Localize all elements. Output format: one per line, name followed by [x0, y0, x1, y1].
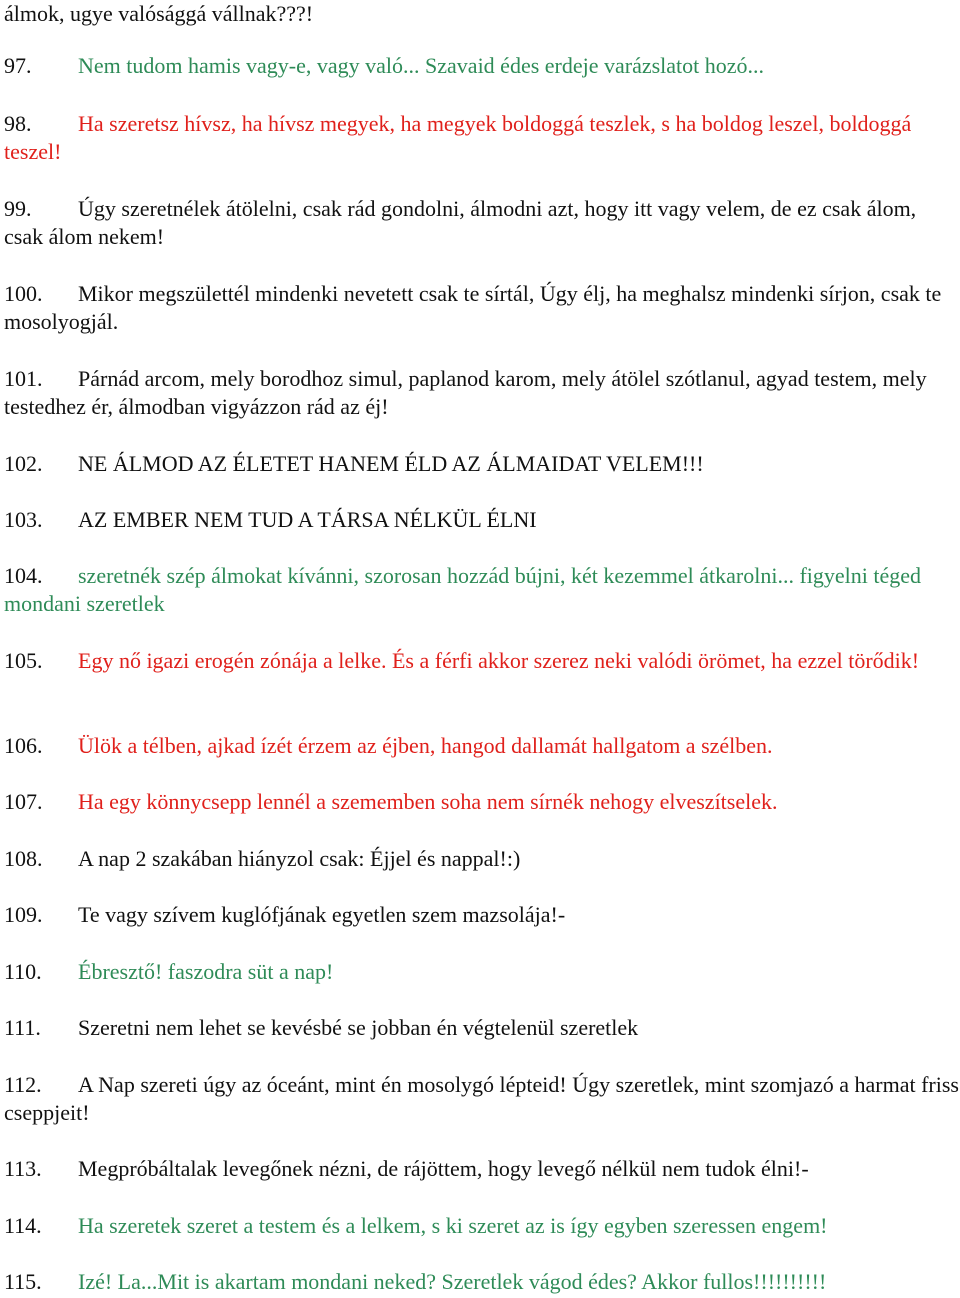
item-number: 114.: [4, 1213, 42, 1238]
list-item: [4, 110, 960, 166]
item-number: 97.: [4, 53, 32, 78]
item-text: Párnád arcom, mely borodhoz simul, paplanod karom, mely átölel szótlanul, agyad testem, mely testedhez ér, álmodban vigyázzon rád az éj!: [4, 366, 927, 419]
list-item: [4, 280, 960, 336]
list-item: [4, 562, 960, 618]
list-item: [4, 195, 960, 251]
list-item: [4, 506, 960, 534]
list-item: [4, 52, 960, 80]
list-item: [4, 1014, 960, 1042]
item-text: Mikor megszülettél mindenki nevetett csak te sírtál, Úgy élj, ha meghalsz mindenki sírjon, csak te mosolyogjál.: [4, 281, 942, 334]
item-number: 98.: [4, 111, 32, 136]
item-text: Te vagy szívem kuglófjának egyetlen szem mazsolája!-: [78, 902, 566, 927]
list-item: [4, 647, 960, 675]
item-number: 110.: [4, 959, 42, 984]
item-text: Ébresztő! faszodra süt a nap!: [78, 959, 334, 984]
item-text: Ha szeretsz hívsz, ha hívsz megyek, ha megyek boldoggá teszlek, s ha boldog leszel, boldoggá teszel!: [4, 111, 912, 164]
item-number: 99.: [4, 196, 32, 221]
item-number: 104.: [4, 563, 43, 588]
item-text: Ülök a télben, ajkad ízét érzem az éjben, hangod dallamát hallgatom a szélben.: [78, 733, 773, 758]
item-number: 105.: [4, 648, 43, 673]
item-text: Úgy szeretnélek átölelni, csak rád gondolni, álmodni azt, hogy itt vagy velem, de ez csak álom, csak álom nekem!: [4, 196, 917, 249]
item-text: Nem tudom hamis vagy-e, vagy való... Szavaid édes erdeje varázslatot hozó...: [78, 53, 765, 78]
item-number: 101.: [4, 366, 43, 391]
item-number: 112.: [4, 1072, 42, 1097]
list-item: [4, 1071, 960, 1127]
item-text: Szeretni nem lehet se kevésbé se jobban én végtelenül szeretlek: [78, 1015, 639, 1040]
item-number: 108.: [4, 846, 43, 871]
list-item: [4, 1268, 960, 1296]
item-number: 102.: [4, 451, 43, 476]
item-text: Egy nő igazi erogén zónája a lelke. És a férfi akkor szerez neki valódi örömet, ha ezzel törődik!: [78, 648, 920, 673]
list-item: [4, 1155, 960, 1183]
list-item: [4, 732, 960, 760]
item-text: szeretnék szép álmokat kívánni, szorosan hozzád bújni, két kezemmel átkarolni... figyelni téged mondani szeretlek: [4, 563, 922, 616]
item-text: Megpróbáltalak levegőnek nézni, de rájöttem, hogy levegő nélkül nem tudok élni!-: [78, 1156, 809, 1181]
list-item: [4, 450, 960, 478]
item-text: Ha szeretek szeret a testem és a lelkem, s ki szeret az is így egyben szeressen engem!: [78, 1213, 828, 1238]
item-number: 100.: [4, 281, 43, 306]
item-text: A nap 2 szakában hiányzol csak: Éjjel és nappal!:): [78, 846, 521, 871]
item-number: 106.: [4, 733, 43, 758]
list-item: [4, 365, 960, 421]
list-item: [4, 901, 960, 929]
item-text: A Nap szereti úgy az óceánt, mint én mosolygó lépteid! Úgy szeretlek, mint szomjazó a harmat friss cseppjeit!: [4, 1072, 959, 1125]
item-number: 115.: [4, 1269, 42, 1294]
item-number: 111.: [4, 1015, 41, 1040]
list-item: [4, 845, 960, 873]
list-item: [4, 788, 960, 816]
item-text: AZ EMBER NEM TUD A TÁRSA NÉLKÜL ÉLNI: [78, 507, 537, 532]
item-text: NE ÁLMOD AZ ÉLETET HANEM ÉLD AZ ÁLMAIDAT VELEM!!!: [78, 451, 704, 476]
list-item: [4, 958, 960, 986]
top-line: álmok, ugye valósággá vállnak???!: [4, 1, 314, 26]
item-number: 103.: [4, 507, 43, 532]
item-text: Ha egy könnycsepp lennél a szememben soha nem sírnék nehogy elveszítselek.: [78, 789, 778, 814]
list-item: [4, 1212, 960, 1240]
item-text: Izé! La...Mit is akartam mondani neked? Szeretlek vágod édes? Akkor fullos!!!!!!!!!!: [78, 1269, 827, 1294]
item-number: 113.: [4, 1156, 42, 1181]
item-number: 109.: [4, 902, 43, 927]
item-number: 107.: [4, 789, 43, 814]
